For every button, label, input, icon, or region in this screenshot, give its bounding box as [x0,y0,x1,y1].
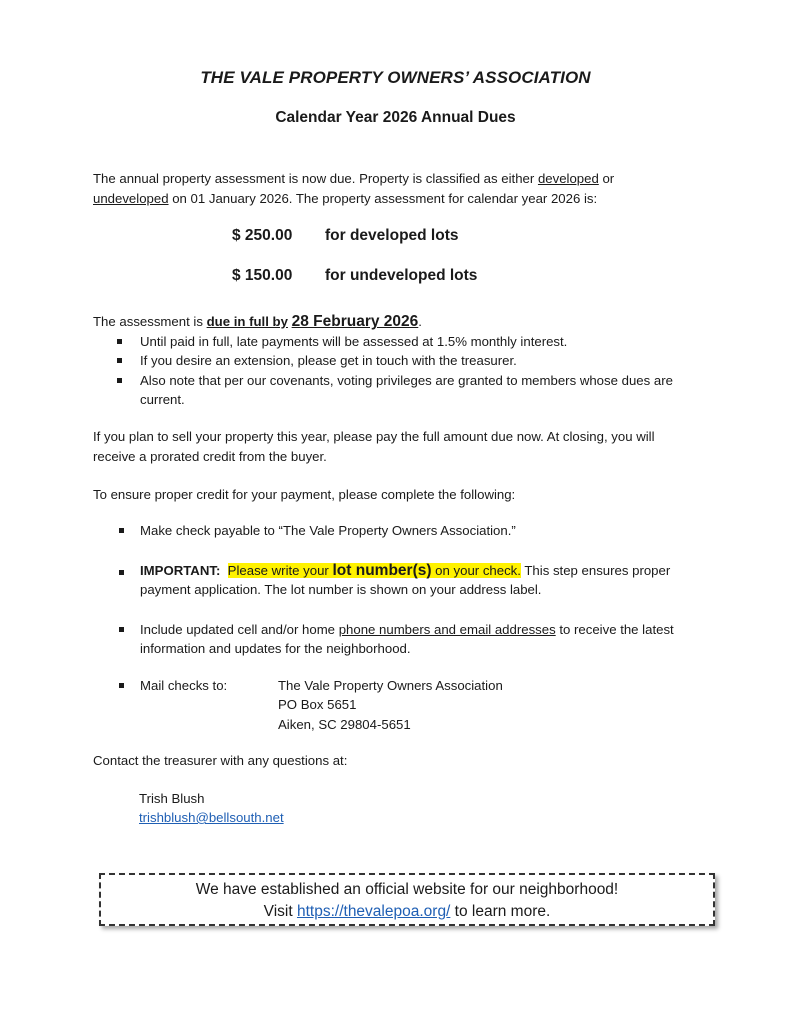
bullet-icon [119,627,124,632]
website-line2: Visit https://thevalepoa.org/ to learn more. [263,903,551,920]
bullet-icon [119,570,124,575]
credit-list [119,521,709,540]
due-paragraph [93,312,703,332]
contact-update-item [119,620,709,659]
contact-underlined: phone numbers and email addresses [338,622,556,637]
important-item [119,561,709,600]
undeveloped-word: undeveloped [93,191,169,206]
important-highlight: Please write your lot number(s) on your check. [227,562,521,579]
website-line1: We have established an official website for our neighborhood! [195,881,619,898]
bullet-icon [117,378,122,383]
due-strong: due in full by [206,314,288,329]
fee-undeveloped [232,267,477,285]
due-bullets [117,332,707,410]
fee-label: for undeveloped lots [325,267,478,284]
due-suffix: . [418,314,422,329]
credit-intro: To ensure proper credit for your payment, please complete the following: [93,487,516,502]
fee-developed [232,227,459,245]
treasurer-name: Trish Blush [139,791,205,806]
treasurer-email-link[interactable]: trishblush@bellsouth.net [139,810,284,825]
intro-text-a: The annual property assessment is now due. Property is classified as either [93,171,538,186]
bullet-icon [117,339,122,344]
list-item: Also note that per our covenants, voting privileges are granted to members whose dues are current. [117,371,707,410]
intro-paragraph [93,169,703,209]
intro-text-b: or [598,171,615,186]
fee-amount: $ 250.00 [232,227,293,244]
lot-number-text: lot number(s) [332,562,432,579]
website-notice-box [99,873,715,926]
mail-label: Mail checks to: [140,678,228,693]
mail-address: The Vale Property Owners Association PO Box 5651 Aiken, SC 29804-5651 [278,678,503,732]
bullet-icon [119,683,124,688]
list-item: Until paid in full, late payments will be assessed at 1.5% monthly interest. [117,332,707,351]
important-label: IMPORTANT: [140,563,221,578]
bullet-icon [117,358,122,363]
bullet-icon [119,528,124,533]
list-item [119,676,709,734]
list-item: If you desire an extension, please get in touch with the treasurer. [117,351,707,370]
due-date: 28 February 2026 [291,313,419,330]
list-item: IMPORTANT: Please write your lot number(s) on your check. This step ensures proper payment application. The lot number is shown on your address label. [119,561,709,600]
mail-row [140,676,709,734]
intro-text-c: on 01 January 2026. The property assessment for calendar year 2026 is: [168,191,598,206]
website-link[interactable]: https://thevalepoa.org/ [296,903,451,920]
list-item: Include updated cell and/or home phone numbers and email addresses to receive the latest information and updates for the neighborhood. [119,620,709,659]
fee-label: for developed lots [325,227,459,244]
page-title: THE VALE PROPERTY OWNERS’ ASSOCIATION [200,68,591,87]
list-item: Make check payable to “The Vale Property Owners Association.” [119,521,709,540]
contact-intro: Contact the treasurer with any questions at: [93,753,348,768]
due-prefix: The assessment is [93,314,207,329]
page-subtitle: Calendar Year 2026 Annual Dues [275,109,516,126]
developed-word: developed [537,171,599,186]
treasurer-email-wrap [139,808,749,828]
mail-item [119,676,709,734]
sell-paragraph: If you plan to sell your property this year, please pay the full amount due now. At closing, you will receive a prorated credit from the buyer. [93,429,655,464]
fee-amount: $ 150.00 [232,267,293,284]
